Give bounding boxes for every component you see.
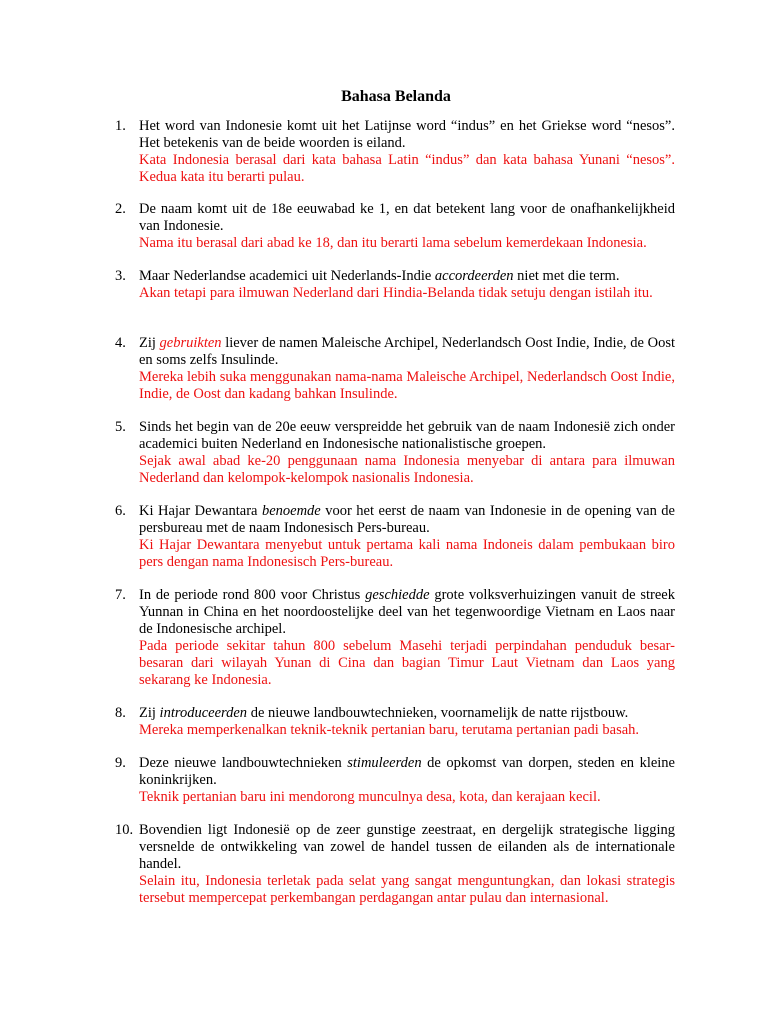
dutch-sentence: Bovendien ligt Indonesië op de zeer gunstige zeestraat, en dergelijk strategische ligging versnelde de ontwikkeling van zowel de handel tussen de eilanden als de internationale handel. <box>139 822 675 872</box>
dutch-sentence: Deze nieuwe landbouwtechnieken stimuleerden de opkomst van dorpen, steden en kleine koninkrijken. <box>139 755 675 788</box>
indonesian-translation: Teknik pertanian baru ini mendorong munculnya desa, kota, dan kerajaan kecil. <box>139 789 601 805</box>
indonesian-translation: Kata Indonesia berasal dari kata bahasa Latin “indus” dan kata bahasa Yunani “nesos”. Kedua kata itu berarti pulau. <box>139 152 675 185</box>
dutch-sentence: In de periode rond 800 voor Christus geschiedde grote volksverhuizingen vanuit de streek Yunnan in China en het noordoostelijke deel van het tegenwoordige Vietnam en Laos naar de Indonesische archipel. <box>139 587 675 637</box>
italic-verb: gebruikten <box>159 335 222 351</box>
dutch-sentence: Sinds het begin van de 20e eeuw verspreidde het gebruik van de naam Indonesië zich onder academici buiten Nederland en Indonesische nationalistische groepen. <box>139 419 675 452</box>
italic-verb: introduceerden <box>159 705 248 721</box>
dutch-sentence: Maar Nederlandse academici uit Nederlands-Indie accordeerden niet met die term. <box>139 268 620 284</box>
list-item <box>115 503 675 571</box>
italic-verb: geschiedde <box>365 587 430 603</box>
list-item <box>115 118 675 186</box>
indonesian-translation: Nama itu berasal dari abad ke 18, dan itu berarti lama sebelum kemerdekaan Indonesia. <box>139 235 647 251</box>
dutch-sentence: Zij gebruikten liever de namen Maleische Archipel, Nederlandsch Oost Indie, Indie, de Oost en soms zelfs Insulinde. <box>139 335 675 368</box>
item-number: 5. <box>115 419 126 435</box>
italic-verb: benoemde <box>261 503 321 519</box>
item-number: 6. <box>115 503 126 519</box>
item-number: 3. <box>115 268 126 284</box>
list-item <box>115 822 675 907</box>
item-number: 7. <box>115 587 126 603</box>
indonesian-translation: Akan tetapi para ilmuwan Nederland dari Hindia-Belanda tidak setuju dengan istilah itu. <box>139 285 653 301</box>
list-item <box>115 705 675 739</box>
item-number: 9. <box>115 755 126 771</box>
dutch-sentence: Zij introduceerden de nieuwe landbouwtechnieken, voornamelijk de natte rijstbouw. <box>139 705 629 721</box>
list-item <box>115 268 675 302</box>
list-item <box>115 419 675 487</box>
indonesian-translation: Selain itu, Indonesia terletak pada selat yang sangat menguntungkan, dan lokasi strategis tersebut mempercepat perkembangan perdagangan antar pulau dan internasional. <box>139 873 675 906</box>
item-number: 8. <box>115 705 126 721</box>
list-item <box>115 201 675 252</box>
indonesian-translation: Mereka lebih suka menggunakan nama-nama Maleische Archipel, Nederlandsch Oost Indie, Indie, de Oost dan kadang bahkan Insulinde. <box>139 369 675 402</box>
dutch-sentence: De naam komt uit de 18e eeuwabad ke 1, en dat betekent lang voor de onafhankelijkheid van Indonesie. <box>139 201 675 234</box>
italic-verb: stimuleerden <box>347 755 422 771</box>
item-number: 10. <box>115 822 134 838</box>
item-number: 4. <box>115 335 126 351</box>
item-number: 1. <box>115 118 126 134</box>
italic-verb: accordeerden <box>434 268 514 284</box>
indonesian-translation: Sejak awal abad ke-20 penggunaan nama Indonesia menyebar di antara para ilmuwan Nederland dan kelompok-kelompok nasionalis Indonesia. <box>139 453 675 486</box>
indonesian-translation: Pada periode sekitar tahun 800 sebelum Masehi terjadi perpindahan penduduk besar-besaran dari wilayah Yunan di Cina dan bagian Timur Laut Vietnam dan Laos yang sekarang ke Indonesia. <box>139 638 675 688</box>
list-item <box>115 335 675 403</box>
list-item <box>115 587 675 689</box>
indonesian-translation: Mereka memperkenalkan teknik-teknik pertanian baru, terutama pertanian padi basah. <box>139 722 640 738</box>
dutch-sentence: Ki Hajar Dewantara benoemde voor het eerst de naam van Indonesie in de opening van de persbureau met de naam Indonesisch Pers-bureau. <box>139 503 675 536</box>
item-number: 2. <box>115 201 126 217</box>
indonesian-translation: Ki Hajar Dewantara menyebut untuk pertama kali nama Indoneis dalam pembukaan biro pers dengan nama Indonesisch Pers-bureau. <box>139 537 675 570</box>
dutch-sentence: Het word van Indonesie komt uit het Latijnse word “indus” en het Griekse word “nesos”. Het betekenis van de beide woorden is eiland. <box>139 118 675 151</box>
list-item <box>115 755 675 806</box>
page-title: Bahasa Belanda <box>341 88 451 105</box>
